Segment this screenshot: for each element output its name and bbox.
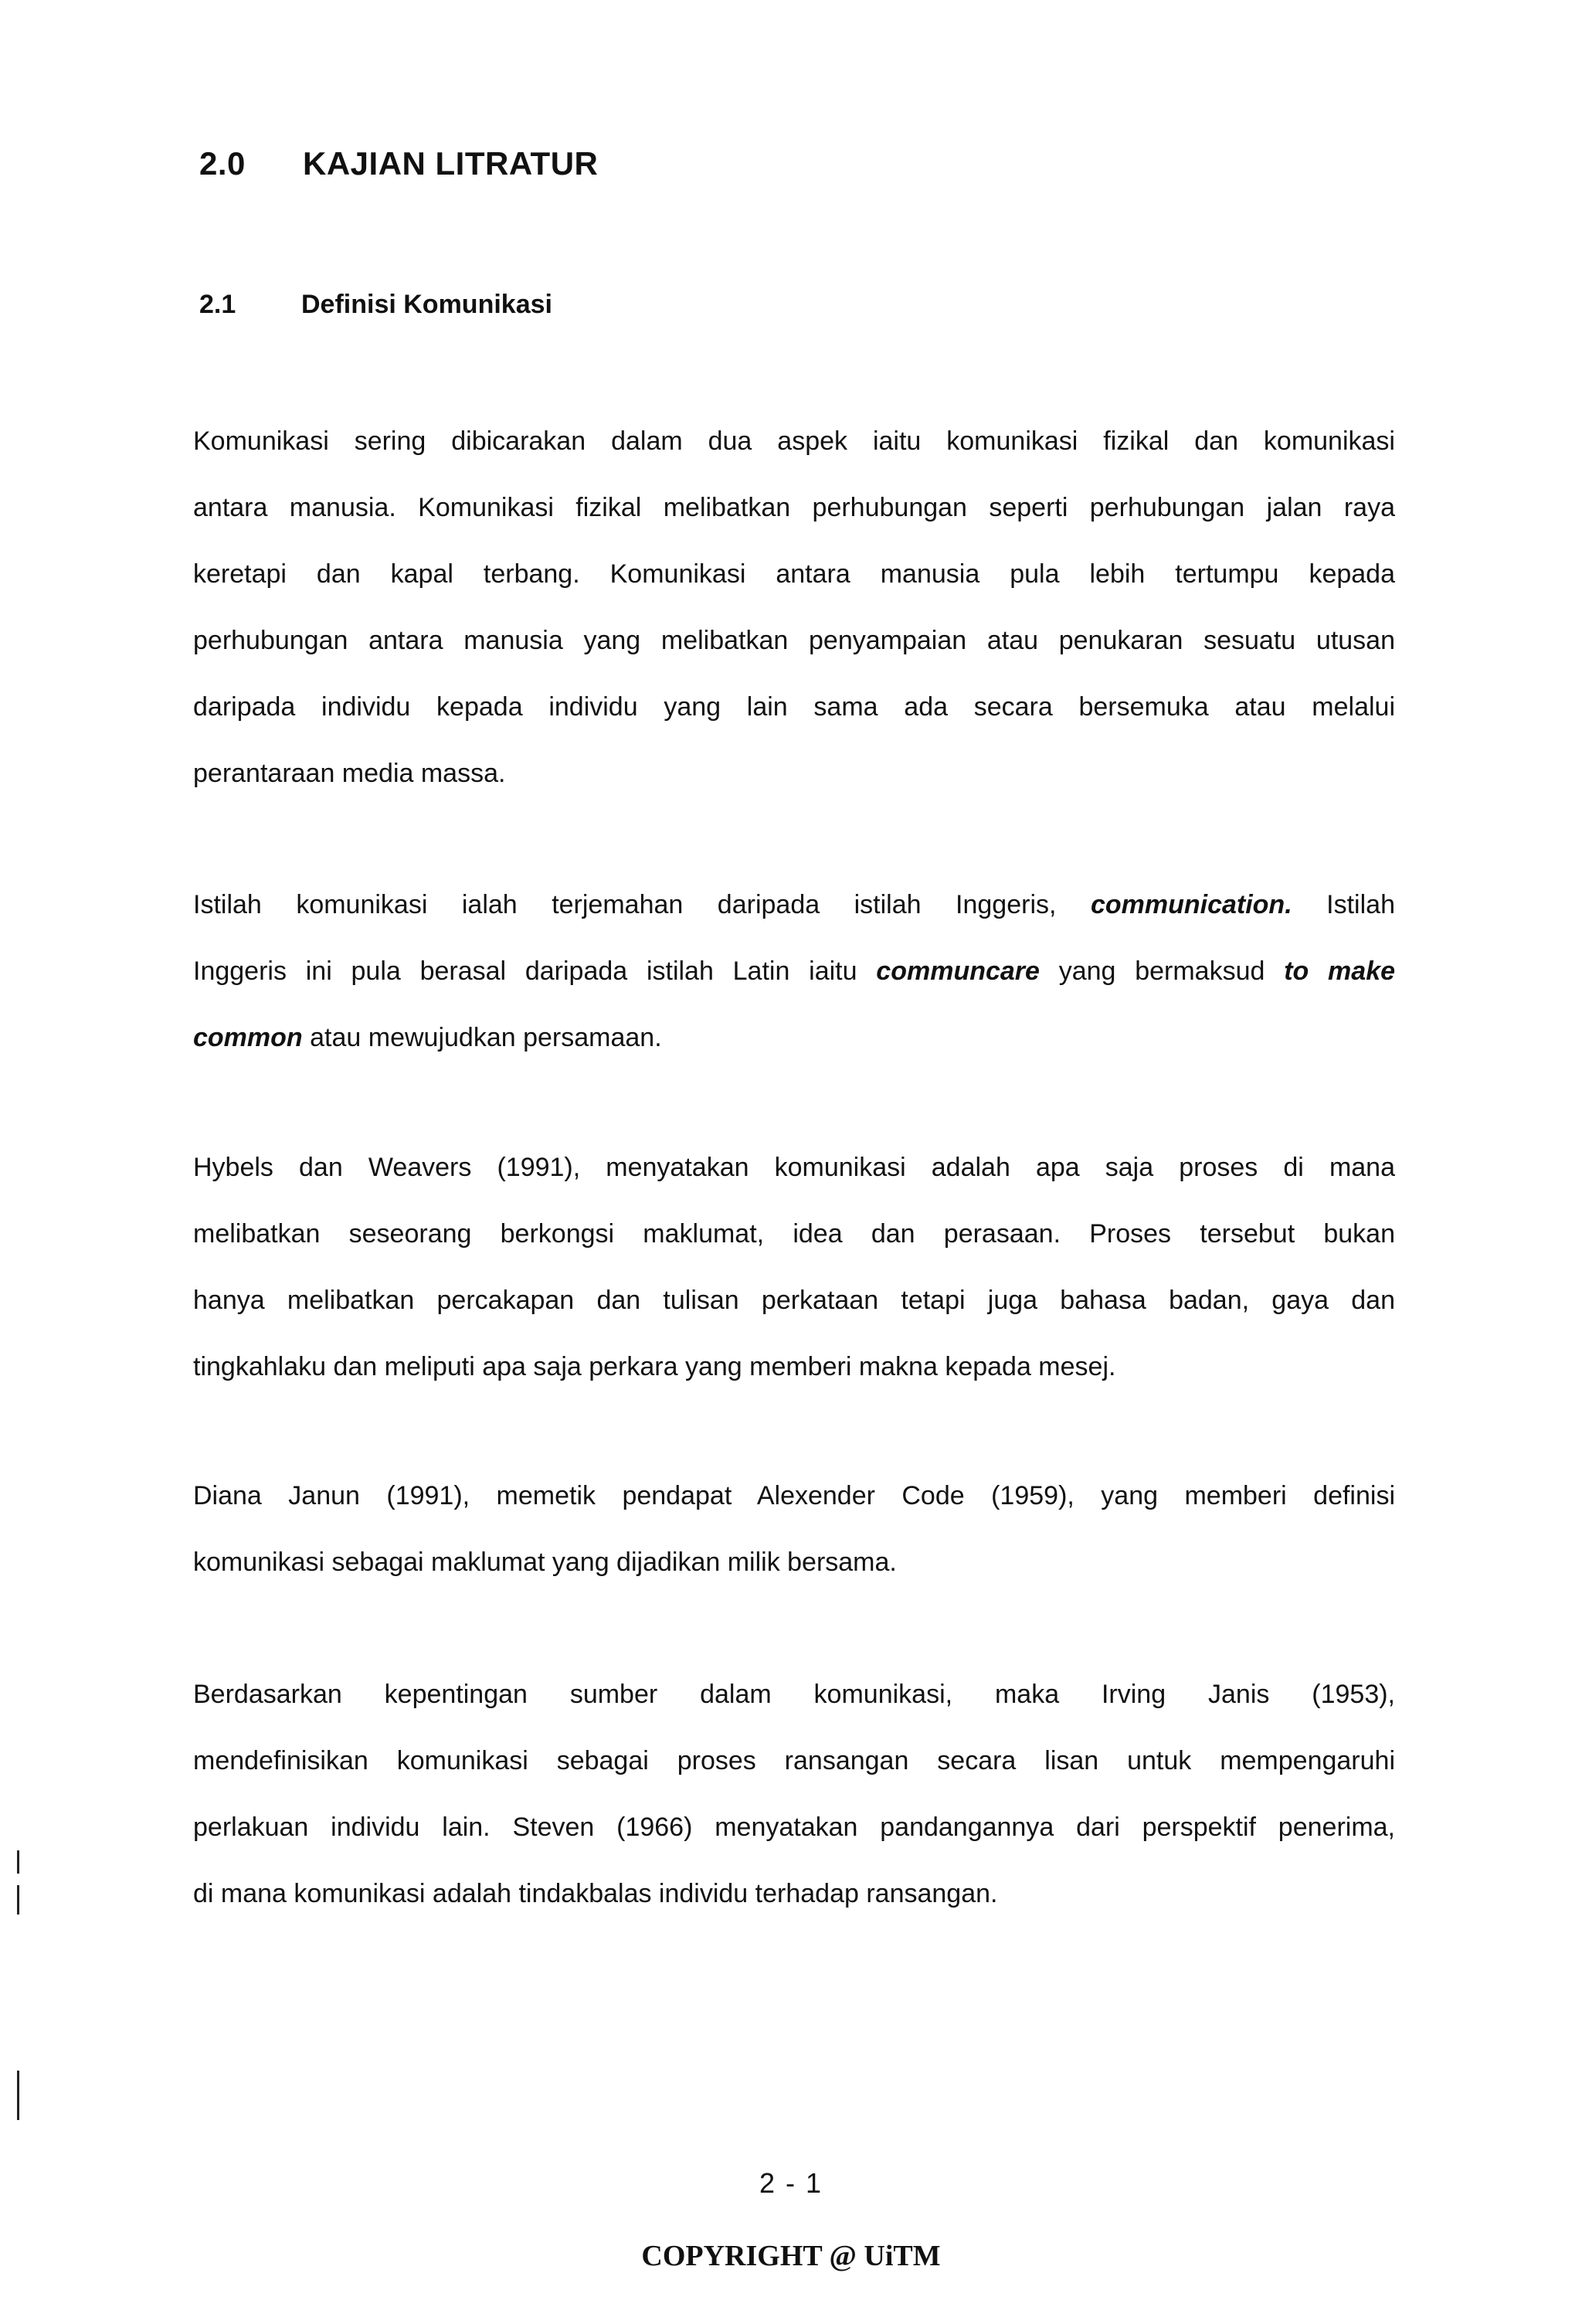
- paragraph-line: Berdasarkan kepentingan sumber dalam komunikasi, maka Irving Janis (1953),: [193, 1680, 1395, 1709]
- scan-margin-mark: [17, 1885, 19, 1915]
- chapter-heading: [199, 145, 598, 182]
- paragraph-line: perhubungan antara manusia yang melibatkan penyampaian atau penukaran sesuatu utusan: [193, 626, 1395, 655]
- paragraph-line: [193, 872, 1395, 938]
- paragraph-text: atau mewujudkan persamaan.: [310, 1023, 662, 1052]
- paragraph-line: melibatkan seseorang berkongsi maklumat, idea dan perasaan. Proses tersebut bukan: [193, 1219, 1395, 1249]
- chapter-number: 2.0: [199, 145, 246, 182]
- paragraph-text: Istilah komunikasi ialah terjemahan daripada istilah Inggeris,: [193, 890, 1057, 919]
- paragraph-line: Diana Janun (1991), memetik pendapat Alexender Code (1959), yang memberi definisi: [193, 1481, 1395, 1510]
- emphasis-term: common: [193, 1023, 303, 1052]
- paragraph-line: perantaraan media massa.: [193, 759, 506, 788]
- section-title: Definisi Komunikasi: [301, 290, 552, 319]
- scan-margin-mark: [17, 2071, 19, 2120]
- paragraph-text: yang bermaksud: [1058, 956, 1265, 986]
- paragraph-3: [193, 1134, 1395, 1400]
- paragraph-line: Komunikasi sering dibicarakan dalam dua aspek iaitu komunikasi fizikal dan komunikasi: [193, 426, 1395, 456]
- paragraph-line: tingkahlaku dan meliputi apa saja perkara yang memberi makna kepada mesej.: [193, 1352, 1116, 1381]
- copyright-notice: COPYRIGHT @ UiTM: [641, 2240, 941, 2272]
- emphasis-term: to make: [1284, 956, 1396, 986]
- paragraph-4: [193, 1463, 1395, 1595]
- section-number: 2.1: [199, 290, 236, 319]
- paragraph-line: perlakuan individu lain. Steven (1966) menyatakan pandangannya dari perspektif penerima,: [193, 1813, 1395, 1842]
- paragraph-line: mendefinisikan komunikasi sebagai proses ransangan secara lisan untuk mempengaruhi: [193, 1746, 1395, 1775]
- paragraph-line: hanya melibatkan percakapan dan tulisan perkataan tetapi juga bahasa badan, gaya dan: [193, 1286, 1395, 1315]
- paragraph-2: [193, 872, 1395, 1071]
- emphasis-term: communication.: [1090, 890, 1292, 919]
- chapter-title: KAJIAN LITRATUR: [303, 145, 599, 182]
- paragraph-line: antara manusia. Komunikasi fizikal melibatkan perhubungan seperti perhubungan jalan raya: [193, 493, 1395, 522]
- paragraph-line: daripada individu kepada individu yang lain sama ada secara bersemuka atau melalui: [193, 692, 1395, 722]
- paragraph-line: [193, 938, 1395, 1004]
- paragraph-1: [193, 408, 1395, 807]
- page-number: 2 - 1: [759, 2167, 823, 2199]
- paragraph-line: di mana komunikasi adalah tindakbalas individu terhadap ransangan.: [193, 1879, 998, 1908]
- paragraph-text: Inggeris ini pula berasal daripada istilah Latin iaitu: [193, 956, 857, 986]
- paragraph-text: Istilah: [1326, 890, 1395, 919]
- emphasis-term: communcare: [876, 956, 1040, 986]
- paragraph-line: Hybels dan Weavers (1991), menyatakan komunikasi adalah apa saja proses di mana: [193, 1153, 1395, 1182]
- section-heading: [199, 290, 552, 320]
- paragraph-line: [193, 1004, 1395, 1071]
- paragraph-line: komunikasi sebagai maklumat yang dijadikan milik bersama.: [193, 1548, 897, 1577]
- scan-margin-mark: [17, 1850, 19, 1874]
- paragraph-5: [193, 1661, 1395, 1927]
- paragraph-line: keretapi dan kapal terbang. Komunikasi antara manusia pula lebih tertumpu kepada: [193, 559, 1395, 589]
